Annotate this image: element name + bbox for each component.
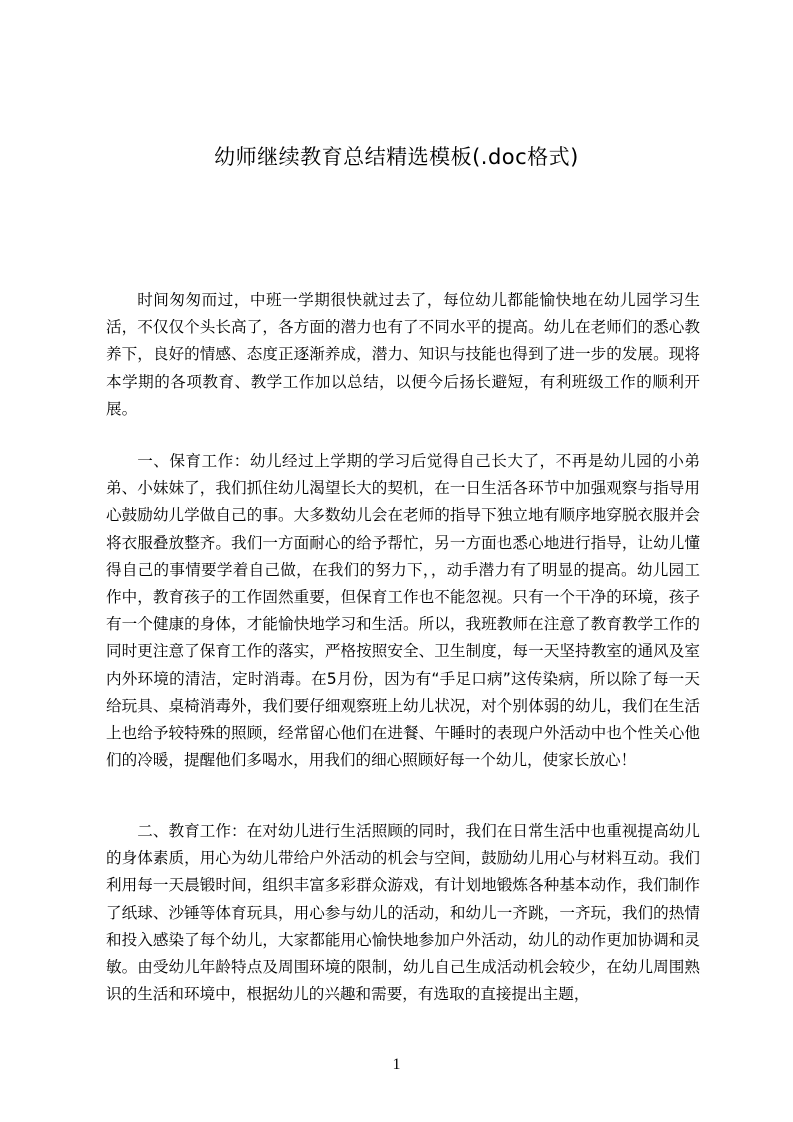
page-number: 1: [392, 1056, 401, 1073]
document-title: 幼师继续教育总结精选模板(.doc格式): [214, 145, 579, 169]
paragraph-intro: 时间匆匆而过，中班一学期很快就过去了，每位幼儿都能愉快地在幼儿园学习生活，不仅仅个头长高了，各方面的潜力也有了不同水平的提高。幼儿在老师们的悉心教养下，良好的情感、态度正逐渐养成，潜力、知识与技能也得到了进一步的发展。现将本学期的各项教育、教学工作加以总结，以便今后扬长避短，有利班级工作的顺利开展。: [106, 291, 700, 418]
paragraph-education-work: 二、教育工作：在对幼儿进行生活照顾的同时，我们在日常生活中也重视提高幼儿的身体素质，用心为幼儿带给户外活动的机会与空间，鼓励幼儿用心与材料互动。我们利用每一天晨锻时间，组织丰富多彩群众游戏，有计划地锻炼各种基本动作，我们制作了纸球、沙锤等体育玩具，用心参与幼儿的活动，和幼儿一齐跳，一齐玩，我们的热情和投入感染了每个幼儿，大家都能用心愉快地参加户外活动，幼儿的动作更加协调和灵敏。由受幼儿年龄特点及周围环境的限制，幼儿自己生成活动机会较少，在幼儿周围熟识的生活和环境中，根据幼儿的兴趣和需要，有选取的直接提出主题，: [106, 822, 700, 1004]
paragraph-nursing-work: 一、保育工作：幼儿经过上学期的学习后觉得自己长大了，不再是幼儿园的小弟弟、小妹妹了，我们抓住幼儿渴望长大的契机，在一日生活各环节中加强观察与指导用心鼓励幼儿学做自己的事。大多数幼儿会在老师的指导下独立地有顺序地穿脱衣服并会将衣服叠放整齐。我们一方面耐心的给予帮忙，另一方面也悉心地进行指导，让幼儿懂得自己的事情要学着自己做，在我们的努力下，，动手潜力有了明显的提高。幼儿园工作中，教育孩子的工作固然重要，但保育工作也不能忽视。只有一个干净的环境，孩子有一个健康的身体，才能愉快地学习和生活。所以，我班教师在注意了教育教学工作的同时更注意了保育工作的落实，严格按照安全、卫生制度，每一天坚持教室的通风及室内外环境的清洁，定时消毒。在5月份，因为有“手足口病”这传染病，所以除了每一天给玩具、桌椅消毒外，我们要仔细观察班上幼儿状况，对个别体弱的幼儿，我们在生活上也给予较特殊的照顾，经常留心他们在进餐、午睡时的表现户外活动中也个性关心他们的冷暖，提醒他们多喝水，用我们的细心照顾好每一个幼儿，使家长放心！: [106, 452, 700, 770]
